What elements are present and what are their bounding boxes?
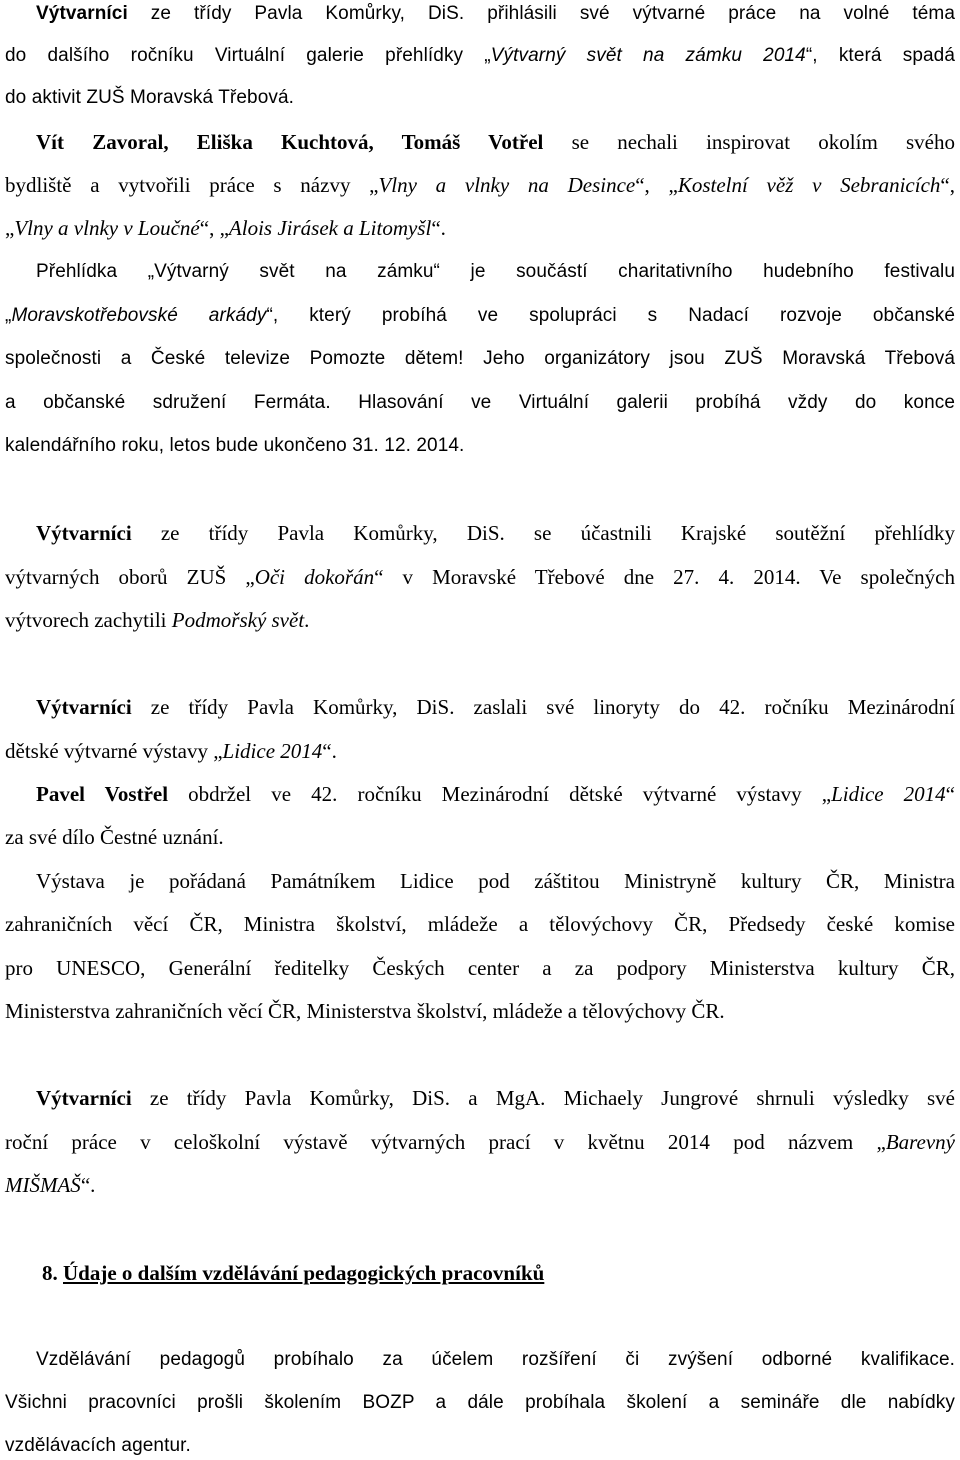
italic-text: Kostelní věž v Sebranicích bbox=[677, 173, 941, 197]
paragraph-line bbox=[5, 606, 309, 634]
text: “, „ bbox=[199, 216, 229, 240]
paragraph-line bbox=[36, 0, 955, 28]
text: “, bbox=[940, 173, 955, 197]
text: Přehlídka „Výtvarný svět na zámku“ je součástí charitativního hudebního festivalu bbox=[36, 261, 955, 282]
paragraph-line bbox=[5, 214, 446, 242]
text: výtvorech zachytili bbox=[5, 608, 172, 632]
text: „ bbox=[5, 305, 12, 326]
paragraph-line bbox=[5, 389, 955, 417]
text: se nechali inspirovat okolím svého bbox=[543, 130, 955, 154]
paragraph-line bbox=[5, 345, 955, 373]
text: kalendářního roku, letos bude ukončeno 31. 12. 2014. bbox=[5, 435, 465, 456]
paragraph-line bbox=[5, 1432, 191, 1460]
italic-text: Oči dokořán bbox=[254, 565, 375, 589]
italic-text: Vlny a vlnky na Desince bbox=[378, 173, 636, 197]
paragraph-line bbox=[5, 42, 955, 70]
text: za své dílo Čestné uznání. bbox=[5, 825, 224, 849]
text: společnosti a České televize Pomozte dětem! Jeho organizátory jsou ZUŠ Moravská Třebová bbox=[5, 348, 955, 369]
paragraph-line bbox=[5, 563, 955, 591]
text: . bbox=[304, 608, 310, 632]
text: ze třídy Pavla Komůrky, DiS. přihlásili své výtvarné práce na volné téma bbox=[127, 3, 955, 24]
text: “, „ bbox=[635, 173, 678, 197]
text: do dalšího ročníku Virtuální galerie přehlídky „ bbox=[5, 45, 491, 66]
italic-text: Lidice 2014 bbox=[831, 782, 946, 806]
section-number: 8. bbox=[42, 1261, 63, 1285]
italic-text: Výtvarný svět na zámku 2014 bbox=[490, 45, 806, 66]
paragraph-line bbox=[5, 84, 294, 112]
paragraph-line bbox=[5, 432, 464, 460]
text: “, která spadá bbox=[805, 45, 956, 66]
italic-text: MIŠMAŠ bbox=[5, 1173, 81, 1197]
paragraph-line bbox=[36, 1084, 955, 1112]
text: do aktivit ZUŠ Moravská Třebová. bbox=[5, 87, 295, 108]
paragraph-line bbox=[5, 823, 224, 851]
paragraph-line bbox=[36, 258, 955, 286]
text: dětské výtvarné výstavy „ bbox=[5, 739, 223, 763]
paragraph-line bbox=[36, 867, 955, 895]
text: “. bbox=[431, 216, 446, 240]
text: “ bbox=[945, 782, 955, 806]
paragraph-line bbox=[36, 519, 955, 547]
text: „ bbox=[5, 216, 15, 240]
text: pro UNESCO, Generální ředitelky Českých center a za podpory Ministerstva kultury ČR, bbox=[5, 956, 955, 980]
text: “. bbox=[322, 739, 337, 763]
text: Vzdělávání pedagogů probíhalo za účelem rozšíření či zvýšení odborné kvalifikace. bbox=[36, 1349, 955, 1370]
text: obdržel ve 42. ročníku Mezinárodní dětské výtvarné výstavy „ bbox=[168, 782, 832, 806]
text: Všichni pracovníci prošli školením BOZP a dále probíhala školení a semináře dle nabídky bbox=[5, 1392, 955, 1413]
paragraph-line bbox=[36, 780, 955, 808]
italic-text: Barevný bbox=[885, 1130, 955, 1154]
italic-text: Lidice 2014 bbox=[222, 739, 323, 763]
paragraph-line bbox=[5, 1171, 95, 1199]
text: zahraničních věcí ČR, Ministra školství, mládeže a tělovýchovy ČR, Předsedy české komise bbox=[5, 912, 955, 936]
italic-text: Alois Jirásek a Litomyšl bbox=[228, 216, 432, 240]
text: vzdělávacích agentur. bbox=[5, 1435, 191, 1456]
paragraph-line bbox=[5, 737, 337, 765]
text: výtvarných oborů ZUŠ „ bbox=[5, 565, 255, 589]
text: a občanské sdružení Fermáta. Hlasování ve Virtuální galerii probíhá vždy do konce bbox=[5, 392, 955, 413]
section-heading bbox=[42, 1259, 544, 1287]
text: ze třídy Pavla Komůrky, DiS. a MgA. Michaely Jungrové shrnuli výsledky své bbox=[131, 1086, 955, 1110]
italic-text: Vlny a vlnky v Loučné bbox=[14, 216, 200, 240]
text: roční práce v celoškolní výstavě výtvarných prací v květnu 2014 pod názvem „ bbox=[5, 1130, 886, 1154]
italic-text: Moravskotřebovské arkády bbox=[11, 305, 267, 326]
paragraph-line bbox=[36, 128, 955, 156]
paragraph-line bbox=[5, 954, 955, 982]
paragraph-line bbox=[36, 693, 955, 721]
bold-text: Pavel Vostřel bbox=[36, 782, 169, 806]
paragraph-line bbox=[5, 1128, 955, 1156]
paragraph-line bbox=[5, 1389, 955, 1417]
bold-text: Výtvarníci bbox=[36, 3, 128, 24]
bold-text: Výtvarníci bbox=[36, 1086, 132, 1110]
bold-text: Vít Zavoral, Eliška Kuchtová, Tomáš Votřel bbox=[36, 130, 544, 154]
text: “. bbox=[80, 1173, 96, 1197]
paragraph-line bbox=[5, 171, 955, 199]
paragraph-line bbox=[5, 302, 955, 330]
text: Ministerstva zahraničních věcí ČR, Ministerstva školství, mládeže a tělovýchovy ČR. bbox=[5, 999, 725, 1023]
paragraph-line bbox=[5, 910, 955, 938]
text: “, který probíhá ve spolupráci s Nadací rozvoje občanské bbox=[266, 305, 955, 326]
text: ze třídy Pavla Komůrky, DiS. se účastnili Krajské soutěžní přehlídky bbox=[131, 521, 955, 545]
text: bydliště a vytvořili práce s názvy „ bbox=[5, 173, 379, 197]
text: Výstava je pořádaná Památníkem Lidice pod záštitou Ministryně kultury ČR, Ministra bbox=[36, 869, 955, 893]
paragraph-line bbox=[36, 1346, 955, 1374]
text: ze třídy Pavla Komůrky, DiS. zaslali své linoryty do 42. ročníku Mezinárodní bbox=[131, 695, 955, 719]
paragraph-line bbox=[5, 997, 725, 1025]
italic-text: Podmořský svět bbox=[171, 608, 305, 632]
bold-text: Výtvarníci bbox=[36, 521, 132, 545]
section-title: Údaje o dalším vzdělávání pedagogických pracovníků bbox=[63, 1261, 545, 1285]
bold-text: Výtvarníci bbox=[36, 695, 132, 719]
text: “ v Moravské Třebové dne 27. 4. 2014. Ve společných bbox=[374, 565, 955, 589]
